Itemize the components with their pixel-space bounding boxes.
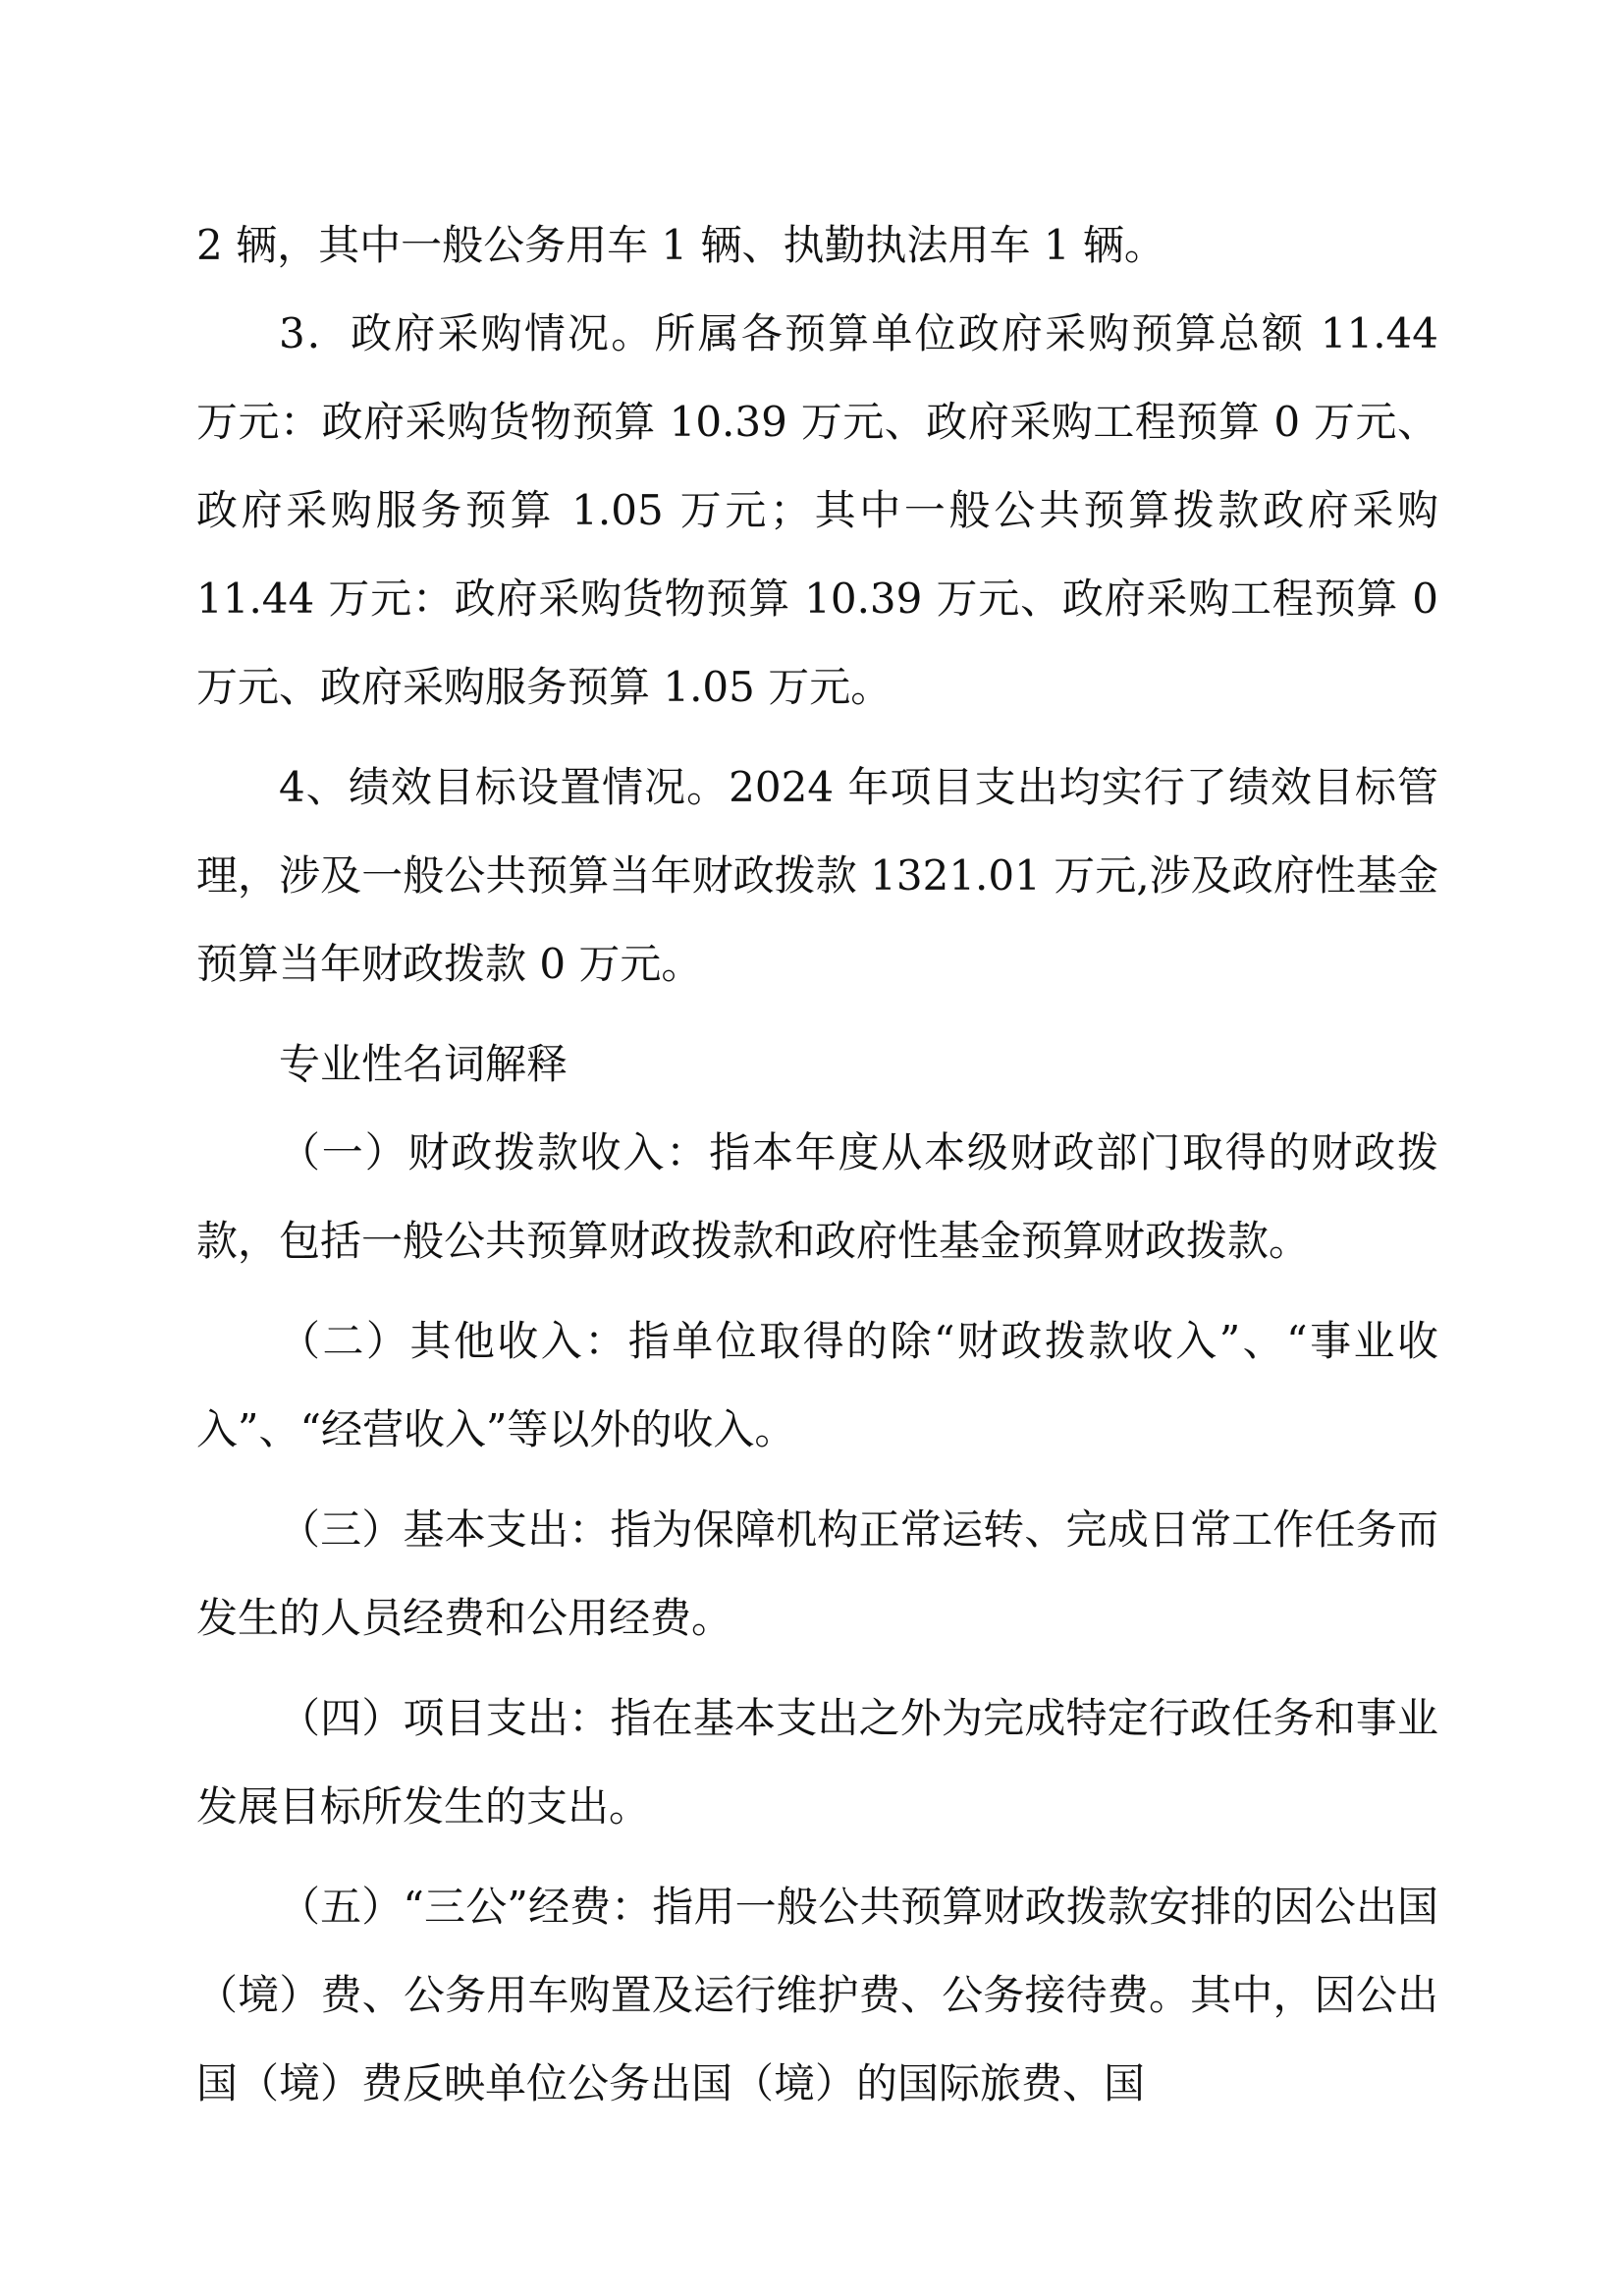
document-body	[196, 201, 1438, 2128]
definition-item: （四）项目支出：指在基本支出之外为完成特定行政任务和事业发展目标所发生的支出。	[196, 1694, 1438, 1831]
definition-item: （二）其他收入：指单位取得的除“财政拨款收入”、“事业收入”、“经营收入”等以外的收入。	[196, 1317, 1438, 1453]
paragraph-vehicles: 2 辆，其中一般公务用车 1 辆、执勤执法用车 1 辆。	[196, 221, 1165, 269]
definition-item: （三）基本支出：指为保障机构正常运转、完成日常工作任务而发生的人员经费和公用经费。	[196, 1505, 1438, 1642]
paragraph-procurement: 3．政府采购情况。所属各预算单位政府采购预算总额 11.44 万元：政府采购货物预算 10.39 万元、政府采购工程预算 0 万元、政府采购服务预算 1.05 万元；其中一般公共预算拨款政府采购 11.44 万元：政府采购货物预算 10.39 万元、政府采购工程预算 0 万元、政府采购服务预算 1.05 万元。	[196, 309, 1438, 711]
paragraph-performance-goals: 4、绩效目标设置情况。2024 年项目支出均实行了绩效目标管理，涉及一般公共预算当年财政拨款 1321.01 万元,涉及政府性基金预算当年财政拨款 0 万元。	[196, 763, 1438, 988]
definition-item: （五）“三公”经费：指用一般公共预算财政拨款安排的因公出国（境）费、公务用车购置及运行维护费、公务接待费。其中，因公出国（境）费反映单位公务出国（境）的国际旅费、国	[196, 1883, 1438, 2107]
definition-item: （一）财政拨款收入：指本年度从本级财政部门取得的财政拨款，包括一般公共预算财政拨款和政府性基金预算财政拨款。	[196, 1128, 1438, 1265]
section-heading: 专业性名词解释	[279, 1040, 568, 1088]
